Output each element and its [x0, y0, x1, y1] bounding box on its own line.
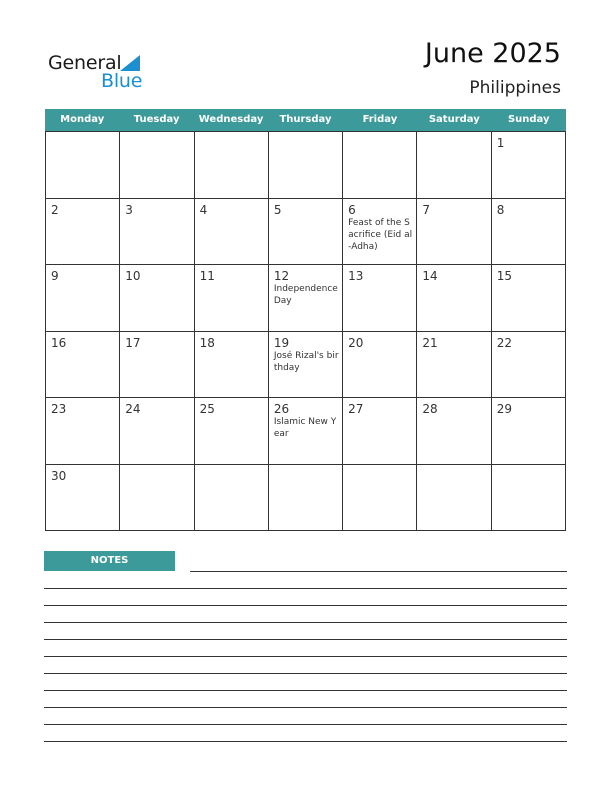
day-cell — [46, 199, 120, 266]
weekday-header: Sunday — [507, 114, 550, 125]
logo-text-general: General — [48, 52, 122, 74]
weekday-header: Wednesday — [198, 114, 264, 125]
day-number: 15 — [496, 269, 512, 283]
note-line — [44, 622, 567, 623]
day-number: 14 — [422, 269, 438, 283]
day-cell — [417, 132, 491, 199]
day-number: 29 — [496, 402, 512, 416]
day-number: 24 — [125, 402, 141, 416]
day-cell — [417, 398, 491, 465]
day-cell — [120, 465, 194, 532]
holiday-label: José Rizal's birthday — [273, 350, 339, 373]
day-cell — [343, 132, 417, 199]
day-cell — [343, 398, 417, 465]
day-cell — [120, 265, 194, 332]
day-cell — [343, 465, 417, 532]
day-cell — [269, 199, 343, 266]
note-line — [44, 656, 567, 657]
page-title: June 2025 — [424, 38, 561, 69]
day-cell — [417, 332, 491, 399]
day-number: 7 — [422, 202, 431, 217]
day-cell — [46, 398, 120, 465]
weekday-header: Saturday — [428, 114, 480, 125]
day-number: 10 — [125, 269, 141, 283]
note-line — [44, 690, 567, 691]
day-cell — [492, 465, 566, 532]
country-label: Philippines — [469, 78, 561, 98]
day-number: 11 — [199, 269, 215, 283]
day-number: 27 — [348, 402, 364, 416]
day-cell — [46, 465, 120, 532]
day-cell — [492, 332, 566, 399]
day-cell — [417, 465, 491, 532]
day-cell — [120, 199, 194, 266]
day-number: 6 — [348, 202, 356, 217]
day-cell — [195, 132, 269, 199]
day-cell — [492, 398, 566, 465]
day-number: 25 — [199, 402, 215, 416]
day-cell — [492, 265, 566, 332]
day-cell — [120, 398, 194, 465]
day-number: 4 — [199, 202, 208, 217]
note-line — [190, 571, 567, 572]
weekday-header: Tuesday — [133, 114, 180, 125]
holiday-label: Feast of the Sacrifice (Eid al-Adha) — [348, 217, 413, 252]
day-cell — [195, 465, 269, 532]
day-cell — [343, 265, 417, 332]
note-line — [44, 639, 567, 640]
day-number: 9 — [51, 269, 59, 283]
day-number: 28 — [422, 402, 438, 416]
day-number: 12 — [273, 269, 290, 283]
calendar-grid — [45, 131, 566, 531]
day-number: 26 — [273, 402, 290, 416]
day-number: 2 — [51, 202, 59, 217]
note-line — [44, 707, 567, 708]
weekday-header: Thursday — [279, 114, 332, 125]
day-cell — [492, 199, 566, 266]
day-cell — [269, 265, 343, 332]
logo-text-blue: Blue — [101, 70, 143, 92]
note-line — [44, 724, 567, 725]
day-cell — [269, 465, 343, 532]
weekday-header: Friday — [362, 114, 398, 125]
day-number: 3 — [125, 202, 133, 217]
day-number: 13 — [348, 269, 364, 283]
weekday-header: Monday — [60, 114, 105, 125]
day-number: 21 — [422, 335, 438, 350]
day-cell — [343, 332, 417, 399]
holiday-label: Islamic New Year — [273, 417, 337, 439]
day-number: 5 — [273, 202, 282, 217]
day-number: 8 — [496, 202, 505, 217]
logo-triangle-icon — [120, 55, 140, 71]
day-cell — [343, 199, 417, 266]
calendar — [45, 109, 566, 531]
day-number: 30 — [51, 468, 67, 483]
day-cell — [120, 132, 194, 199]
day-cell — [46, 132, 120, 199]
notes-label: NOTES — [44, 551, 175, 571]
day-cell — [269, 332, 343, 399]
day-number: 20 — [348, 335, 364, 350]
day-number: 18 — [199, 335, 215, 350]
day-cell — [269, 132, 343, 199]
day-cell — [417, 265, 491, 332]
day-cell — [195, 332, 269, 399]
note-line — [44, 605, 567, 606]
holiday-label: Independence Day — [273, 284, 338, 306]
day-number: 19 — [273, 335, 290, 350]
note-line — [44, 673, 567, 674]
day-number: 23 — [51, 402, 67, 416]
day-cell — [195, 199, 269, 266]
weekday-header-row — [45, 109, 566, 131]
day-cell — [417, 199, 491, 266]
day-number: 1 — [496, 136, 505, 150]
day-cell — [492, 132, 566, 199]
day-cell — [120, 332, 194, 399]
day-number: 22 — [496, 335, 512, 350]
day-cell — [46, 332, 120, 399]
generalblue-logo — [48, 52, 158, 92]
note-line — [44, 741, 567, 742]
note-line — [44, 588, 567, 589]
day-cell — [195, 398, 269, 465]
day-cell — [269, 398, 343, 465]
day-cell — [46, 265, 120, 332]
day-number: 17 — [125, 335, 141, 350]
day-number: 16 — [51, 335, 67, 350]
day-cell — [195, 265, 269, 332]
